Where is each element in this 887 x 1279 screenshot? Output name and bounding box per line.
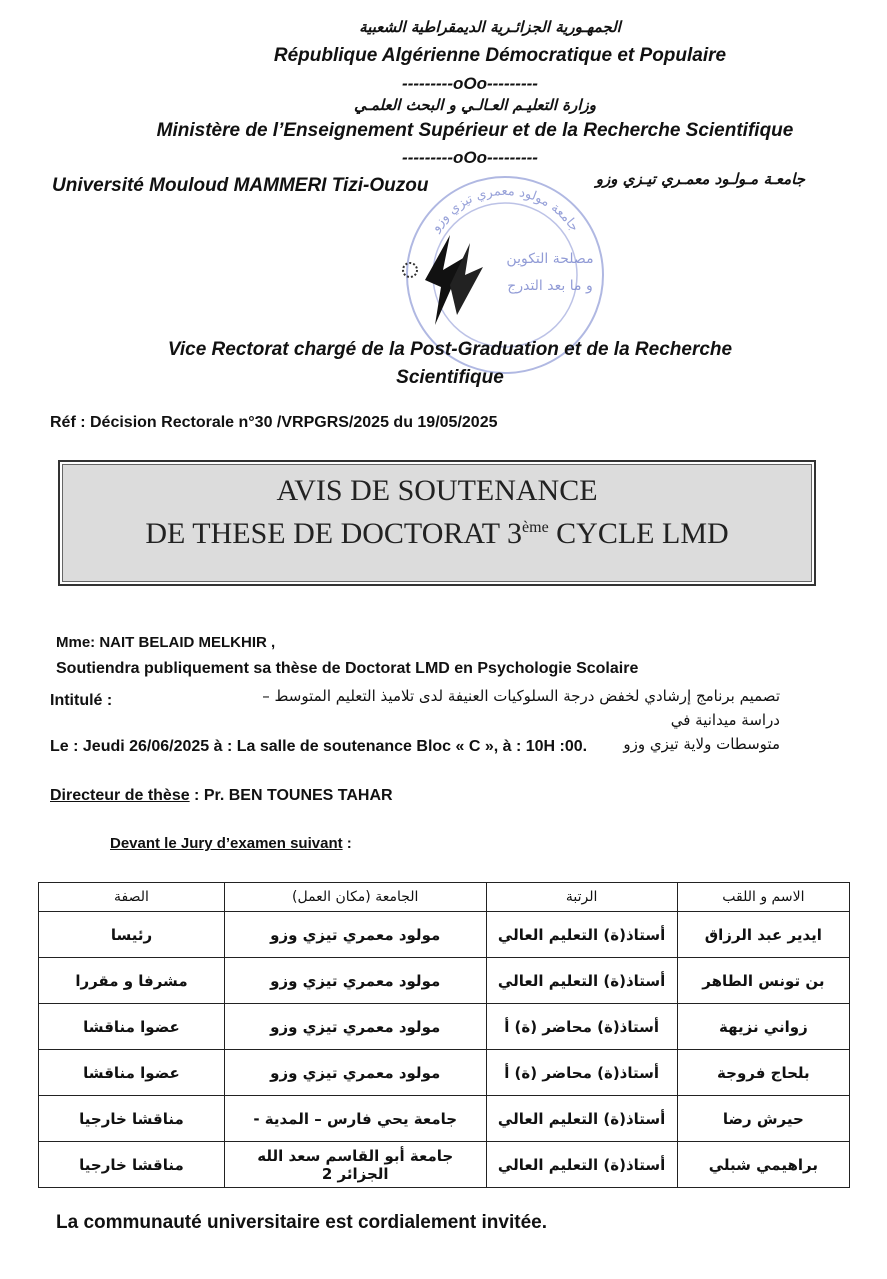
jury-role: مناقشا خارجيا	[39, 1142, 225, 1188]
jury-rank: أستاذ(ة) التعليم العالي	[486, 1142, 677, 1188]
notice-title-line2	[60, 509, 814, 552]
french-ministry-header: Ministère de l’Enseignement Supérieur et de la Recherche Scientifique	[156, 120, 794, 141]
table-row	[39, 1142, 850, 1188]
stamp-text-line2: و ما بعد التدرج	[507, 278, 593, 294]
notice-title-box	[58, 460, 816, 586]
title-label: Intitulé :	[50, 692, 113, 709]
table-row	[39, 912, 850, 958]
table-row	[39, 1096, 850, 1142]
jury-university: جامعة يحي فارس – المدية -	[224, 1096, 486, 1142]
french-university-name: Université Mouloud MAMMERI Tizi-Ouzou	[52, 175, 429, 196]
header-name: الاسم و اللقب	[677, 883, 849, 912]
jury-university: مولود معمري تيزي وزو	[224, 912, 486, 958]
stamp-text-line1: مصلحة التكوين	[506, 251, 594, 267]
thesis-title-line1: تصميم برنامج إرشادي لخفض درجة السلوكيات العنيفة لدى تلاميذ التعليم المتوسط – دراسة ميدانية في	[262, 687, 780, 729]
header-role: الصفة	[39, 883, 225, 912]
jury-rank: أستاذ(ة) محاضر (ة) أ	[486, 1004, 677, 1050]
separator: ---------oOo---------	[402, 148, 538, 167]
jury-intro-label: Devant le Jury d’examen suivant	[110, 835, 343, 852]
table-row	[39, 1004, 850, 1050]
jury-rank: أستاذ(ة) محاضر (ة) أ	[486, 1050, 677, 1096]
jury-name: ايدير عبد الرزاق	[677, 912, 849, 958]
thesis-title-line2: متوسطات ولاية تيزي وزو	[623, 735, 780, 753]
jury-name: براهيمي شبلي	[677, 1142, 849, 1188]
notice-title-line1: AVIS DE SOUTENANCE	[276, 474, 598, 507]
reference-line: Réf : Décision Rectorale n°30 /VRPGRS/2025 du 19/05/2025	[50, 414, 498, 431]
director-label: Directeur de thèse	[50, 787, 190, 804]
vice-rectorat-header	[100, 336, 800, 392]
jury-name: بن تونس الطاهر	[677, 958, 849, 1004]
jury-university: مولود معمري تيزي وزو	[224, 1050, 486, 1096]
director-value: : Pr. BEN TOUNES TAHAR	[189, 787, 393, 804]
thesis-director	[50, 787, 393, 805]
arabic-ministry-header: وزارة التعليـم العـالـي و البحث العلمـي	[353, 96, 597, 114]
jury-university: مولود معمري تيزي وزو	[224, 1004, 486, 1050]
closing-invitation: La communauté universitaire est cordialement invitée.	[56, 1212, 547, 1233]
french-republic-header: République Algérienne Démocratique et Populaire	[273, 45, 727, 66]
stamp-arc-text: جامعة مولود معمري تيزي وزو	[428, 183, 582, 235]
jury-name: بلحاج فروجة	[677, 1050, 849, 1096]
header-rank: الرتبة	[486, 883, 677, 912]
vice-rectorat-line1: Vice Rectorat chargé de la Post-Graduation et de la Recherche	[167, 339, 733, 360]
candidate-name: Mme: NAIT BELAID MELKHIR ,	[56, 634, 276, 651]
separator: ---------oOo---------	[402, 74, 538, 93]
notice-title-superscript: ème	[522, 519, 549, 536]
jury-role: عضوا مناقشا	[39, 1050, 225, 1096]
notice-title	[60, 472, 814, 552]
jury-rank: أستاذ(ة) التعليم العالي	[486, 958, 677, 1004]
table-row	[39, 1050, 850, 1096]
jury-role: عضوا مناقشا	[39, 1004, 225, 1050]
notice-title-line2-end: CYCLE LMD	[548, 517, 729, 550]
jury-name: زواني نزيهة	[677, 1004, 849, 1050]
jury-table-header	[39, 883, 850, 912]
arabic-university-name: جامعـة مـولـود معمـري تيـزي وزو	[595, 170, 805, 188]
jury-table	[38, 882, 850, 1188]
date-location-line: Le : Jeudi 26/06/2025 à : La salle de soutenance Bloc « C », à : 10H :00.	[50, 738, 588, 755]
jury-name: حيرش رضا	[677, 1096, 849, 1142]
jury-intro	[110, 835, 352, 852]
jury-role: مناقشا خارجيا	[39, 1096, 225, 1142]
jury-rank: أستاذ(ة) التعليم العالي	[486, 912, 677, 958]
jury-rank: أستاذ(ة) التعليم العالي	[486, 1096, 677, 1142]
arabic-republic-header: الجمهـورية الجزائـرية الديمقراطية الشعبية	[359, 18, 621, 36]
table-row	[39, 958, 850, 1004]
jury-university: مولود معمري تيزي وزو	[224, 958, 486, 1004]
vice-rectorat-line2: Scientifique	[396, 367, 504, 388]
jury-role: رئيسا	[39, 912, 225, 958]
jury-university: جامعة أبو القاسم سعد الله الجزائر 2	[224, 1142, 486, 1188]
notice-title-line2-main: DE THESE DE DOCTORAT 3	[145, 517, 523, 550]
jury-intro-suffix: :	[342, 835, 352, 852]
defense-statement: Soutiendra publiquement sa thèse de Doctorat LMD en Psychologie Scolaire	[56, 660, 639, 677]
header-university: الجامعة (مكان العمل)	[224, 883, 486, 912]
jury-role: مشرفا و مقررا	[39, 958, 225, 1004]
